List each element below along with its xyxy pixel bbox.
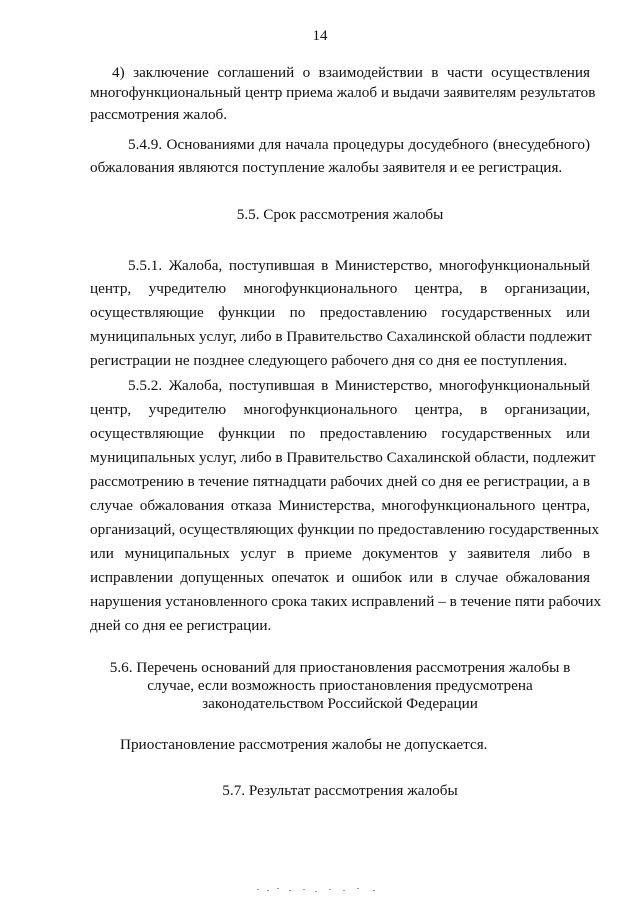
p552-line-3: осуществляющие функции по предоставлению государственных или [90, 425, 590, 442]
scan-specks [255, 887, 385, 893]
p551-line-3: осуществляющие функции по предоставлению государственных или [90, 304, 590, 321]
item4-line-1: 4) заключение соглашений о взаимодействии в части осуществления [112, 64, 590, 81]
page-number: 14 [312, 28, 328, 44]
p552-line-5: рассмотрению в течение пятнадцати рабочих дней со дня ее регистрации, а в [90, 473, 590, 490]
section-heading-5-6-line-1: 5.6. Перечень оснований для приостановления рассмотрения жалобы в [109, 659, 571, 676]
p552-line-1: 5.5.2. Жалоба, поступившая в Министерство, многофункциональный [128, 377, 590, 394]
p549-line-1: 5.4.9. Основаниями для начала процедуры досудебного (внесудебного) [128, 136, 590, 153]
p56-text: Приостановление рассмотрения жалобы не допускается. [120, 736, 488, 753]
p552-line-7: организаций, осуществляющих функции по предоставлению государственных [90, 521, 600, 538]
p552-line-4: муниципальных услуг, либо в Правительство Сахалинской области, подлежит [90, 449, 596, 466]
item4-line-3: рассмотрения жалоб. [90, 106, 228, 123]
section-heading-5-6-line-3: законодательством Российской Федерации [202, 695, 478, 712]
p552-line-11: дней со дня ее регистрации. [90, 617, 272, 634]
p552-line-8: или муниципальных услуг в приеме документов у заявителя либо в [90, 545, 590, 562]
section-heading-5-6-line-2: случае, если возможность приостановления предусмотрена [147, 677, 533, 694]
section-heading-5-7: 5.7. Результат рассмотрения жалобы [222, 782, 458, 799]
section-heading-5-5: 5.5. Срок рассмотрения жалобы [236, 206, 444, 223]
item4-line-2: многофункциональный центр приема жалоб и выдачи заявителям результатов [90, 84, 596, 101]
p552-line-9: исправлении допущенных опечаток и ошибок или в случае обжалования [90, 569, 590, 586]
p552-line-10: нарушения установленного срока таких исправлений – в течение пяти рабочих [90, 593, 602, 610]
p551-line-4: муниципальных услуг, либо в Правительство Сахалинской области подлежит [90, 328, 592, 345]
p549-line-2: обжалования являются поступление жалобы заявителя и ее регистрация. [90, 159, 563, 176]
p552-line-6: случае обжалования отказа Министерства, многофункционального центра, [90, 497, 590, 514]
p551-line-2: центр, учредителю многофункционального центра, в организации, [90, 280, 590, 297]
p551-line-1: 5.5.1. Жалоба, поступившая в Министерство, многофункциональный [128, 257, 590, 274]
p551-line-5: регистрации не позднее следующего рабочего дня со дня ее поступления. [90, 352, 568, 369]
p552-line-2: центр, учредителю многофункционального центра, в организации, [90, 401, 590, 418]
